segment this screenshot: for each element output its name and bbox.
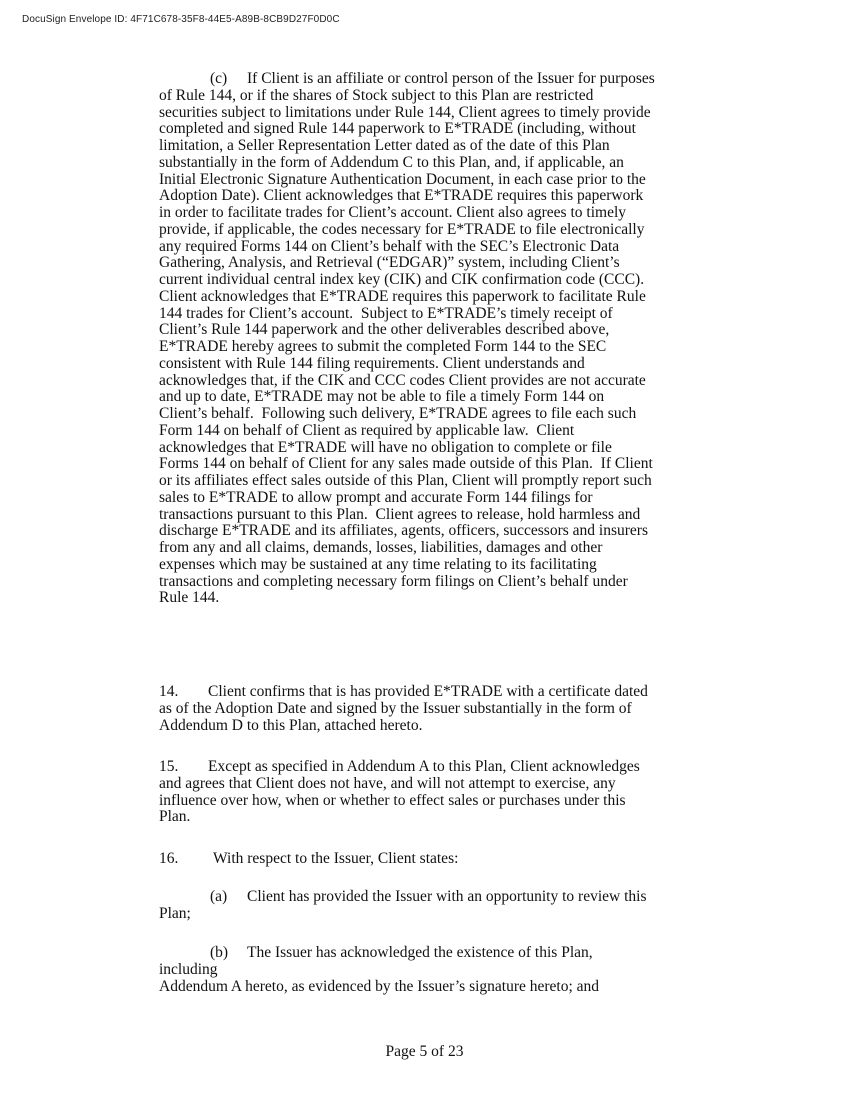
paragraph-14-first-line — [159, 684, 699, 701]
paragraph-16-line — [159, 851, 699, 868]
paragraph-c-line: sales to E*TRADE to allow prompt and accurate Form 144 filings for — [159, 488, 593, 506]
paragraph-c-label: (c) — [210, 70, 228, 87]
paragraph-14-number: 14. — [159, 683, 179, 700]
paragraph-c-line: E*TRADE hereby agrees to submit the completed Form 144 to the SEC — [159, 338, 607, 355]
paragraph-c-line: or its affiliates effect sales outside of this Plan, Client will promptly report such — [159, 472, 652, 489]
paragraph-16b-line: including — [159, 960, 218, 978]
paragraph-c-line: and up to date, E*TRADE may not be able to file a timely Form 144 on — [159, 388, 605, 406]
paragraph-c-line: substantially in the form of Addendum C to this Plan, and, if applicable, an — [159, 153, 624, 171]
paragraph-c-line: Client’s behalf. Following such delivery, E*TRADE agrees to file each such — [159, 405, 637, 422]
paragraph-16b-label: (b) — [210, 944, 229, 961]
paragraph-16a-label: (a) — [210, 888, 228, 905]
paragraph-c-line: Initial Electronic Signature Authentication Document, in each case prior to the — [159, 170, 646, 188]
paragraph-c-line: securities subject to limitations under Rule 144, Client agrees to timely provide — [159, 103, 651, 121]
paragraph-c-line: Form 144 on behalf of Client as required by applicable law. Client — [159, 421, 575, 439]
paragraph-c-line: discharge E*TRADE and its affiliates, agents, officers, successors and insurers — [159, 522, 648, 540]
paragraph-14-line: Addendum D to this Plan, attached hereto. — [159, 716, 423, 734]
paragraph-c-line: Client’s Rule 144 paperwork and the other deliverables described above, — [159, 321, 610, 339]
paragraph-c-line: transactions and completing necessary form filings on Client’s behalf under — [159, 572, 628, 590]
paragraph-c-line: Forms 144 on behalf of Client for any sales made outside of this Plan. If Client — [159, 455, 653, 473]
paragraph-15-number: 15. — [159, 758, 179, 775]
paragraph-c-line: If Client is an affiliate or control person of the Issuer for purposes — [247, 70, 655, 87]
paragraph-c-line: acknowledges that E*TRADE will have no obligation to complete or file — [159, 438, 612, 456]
paragraph-16-text: With respect to the Issuer, Client states: — [213, 850, 459, 867]
page-number: Page 5 of 23 — [385, 1043, 464, 1060]
paragraph-c-line: in order to facilitate trades for Client’s account. Client also agrees to timely — [159, 204, 627, 221]
paragraph-15-line: Except as specified in Addendum A to this Plan, Client acknowledges — [208, 758, 640, 775]
paragraph-c-line: provide, if applicable, the codes necessary for E*TRADE to file electronically — [159, 220, 645, 238]
paragraph-14 — [159, 684, 699, 734]
paragraph-16a-first-line — [159, 889, 699, 906]
paragraph-c-line: Rule 144. — [159, 589, 220, 607]
paragraph-16a-line: Client has provided the Issuer with an opportunity to review this — [247, 888, 647, 905]
paragraph-16b — [159, 945, 699, 995]
paragraph-c-line: limitation, a Seller Representation Letter dated as of the date of this Plan — [159, 137, 610, 154]
paragraph-16a-line: Plan; — [159, 904, 191, 922]
paragraph-16b-first-line — [159, 945, 699, 962]
paragraph-16b-line: Addendum A hereto, as evidenced by the Issuer’s signature hereto; and — [159, 977, 600, 995]
paragraph-c-line: completed and signed Rule 144 paperwork to E*TRADE (including, without — [159, 120, 636, 138]
paragraph-15-line: influence over how, when or whether to effect sales or purchases under this — [159, 791, 626, 809]
paragraph-16a — [159, 889, 699, 923]
paragraph-c-line: consistent with Rule 144 filing requirements. Client understands and — [159, 354, 585, 372]
paragraph-c-line: Gathering, Analysis, and Retrieval (“EDGAR)” system, including Client’s — [159, 254, 620, 272]
paragraph-c-line: from any and all claims, demands, losses, liabilities, damages and other — [159, 539, 603, 556]
paragraph-14-line: as of the Adoption Date and signed by the Issuer substantially in the form of — [159, 699, 632, 717]
paragraph-14-line: Client confirms that is has provided E*TRADE with a certificate dated — [208, 683, 648, 700]
paragraph-c-line: expenses which may be sustained at any time relating to its facilitating — [159, 555, 597, 573]
paragraph-c-line: any required Forms 144 on Client’s behalf with the SEC’s Electronic Data — [159, 237, 620, 255]
paragraph-c-line: current individual central index key (CIK) and CIK confirmation code (CCC). — [159, 271, 645, 288]
docusign-envelope-id: DocuSign Envelope ID: 4F71C678-35F8-44E5-A89B-8CB9D27F0D0C — [22, 14, 340, 25]
paragraph-c — [159, 71, 699, 607]
paragraph-c-line: of Rule 144, or if the shares of Stock subject to this Plan are restricted — [159, 86, 594, 104]
paragraph-16-number: 16. — [159, 850, 179, 867]
paragraph-c-line: transactions pursuant to this Plan. Client agrees to release, hold harmless and — [159, 505, 641, 523]
paragraph-16b-line: The Issuer has acknowledged the existence of this Plan, — [247, 944, 593, 961]
paragraph-c-line: acknowledges that, if the CIK and CCC codes Client provides are not accurate — [159, 371, 646, 389]
paragraph-16 — [159, 851, 699, 868]
paragraph-15-line: Plan. — [159, 808, 191, 826]
paragraph-c-line: Client acknowledges that E*TRADE requires this paperwork to facilitate Rule — [159, 287, 646, 305]
paragraph-c-first-line — [159, 71, 699, 88]
paragraph-15-line: and agrees that Client does not have, and will not attempt to exercise, any — [159, 774, 616, 792]
paragraph-15 — [159, 759, 699, 826]
paragraph-c-line: 144 trades for Client’s account. Subject to E*TRADE’s timely receipt of — [159, 304, 613, 322]
paragraph-c-line: Adoption Date). Client acknowledges that E*TRADE requires this paperwork — [159, 187, 644, 205]
paragraph-15-first-line — [159, 759, 699, 776]
